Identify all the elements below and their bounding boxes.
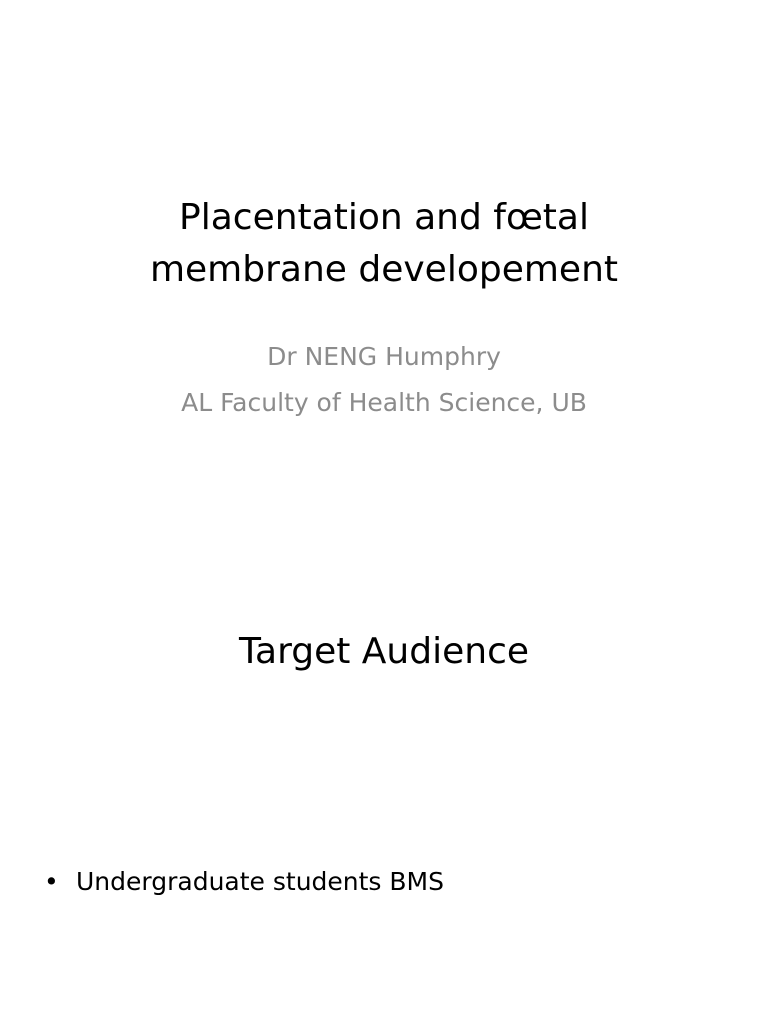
list-item bbox=[40, 862, 740, 902]
author-name: Dr NENG Humphry bbox=[267, 342, 501, 371]
bullet-icon: • bbox=[44, 867, 59, 896]
presentation-title bbox=[0, 192, 768, 296]
title-line-2: membrane developement bbox=[149, 249, 619, 290]
slide-target-audience bbox=[0, 576, 768, 1024]
section-title: Target Audience bbox=[238, 631, 530, 672]
bullet-text: Undergraduate students BMS bbox=[76, 867, 444, 896]
author-affiliation: AL Faculty of Health Science, UB bbox=[181, 388, 587, 417]
title-line-1: Placentation and fœtal bbox=[179, 197, 589, 238]
presentation-subtitle bbox=[0, 334, 768, 426]
bullet-list bbox=[40, 862, 740, 902]
